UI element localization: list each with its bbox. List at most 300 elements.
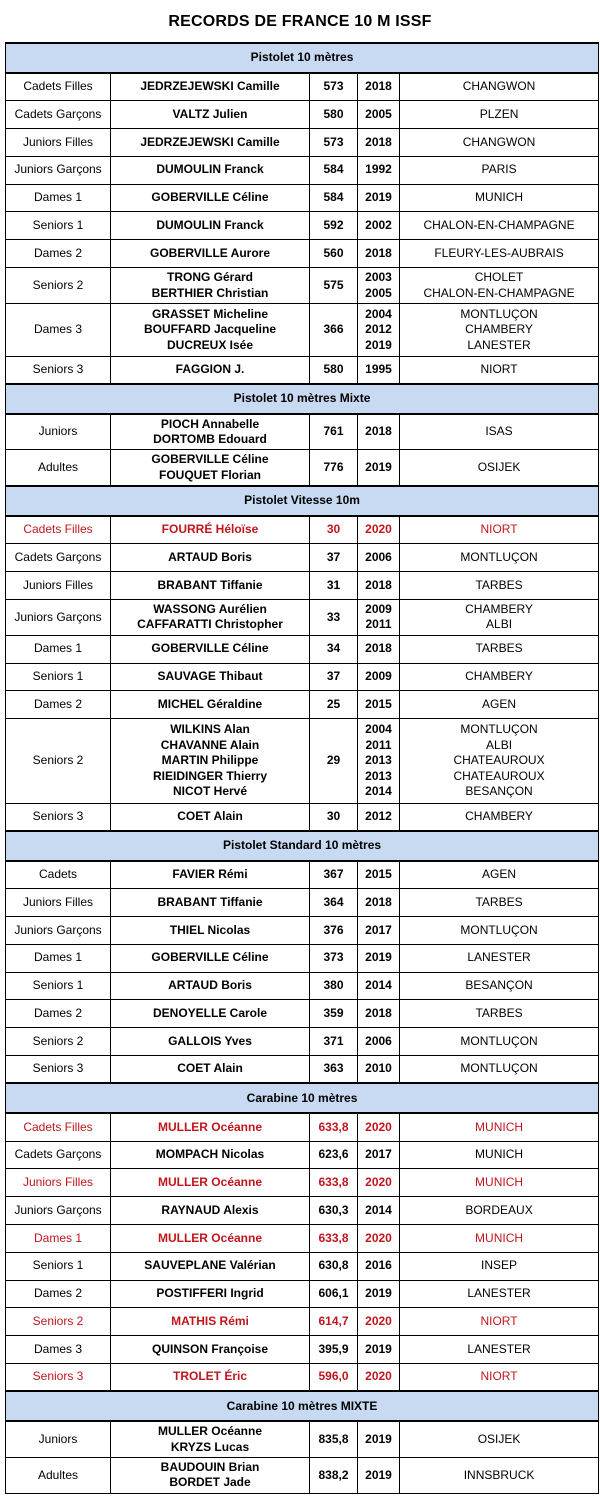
record-year-cell (358, 156, 400, 184)
record-category: Seniors 3 (6, 1056, 111, 1084)
record-place: TARBES (475, 894, 523, 909)
record-score: 573 (310, 73, 358, 101)
record-place: BESANÇON (465, 784, 533, 799)
record-year-cell (358, 304, 400, 357)
record-year: 2019 (365, 1431, 392, 1446)
record-place-cell (400, 1169, 599, 1197)
record-score: 584 (310, 184, 358, 212)
record-holder: JEDRZEJEWSKI Camille (140, 134, 280, 149)
section-title: Pistolet 10 mètres (6, 43, 599, 73)
record-score: 776 (310, 450, 358, 486)
record-category: Dames 1 (6, 944, 111, 972)
record-row (6, 663, 599, 691)
record-place-cell (400, 599, 599, 635)
record-place: NIORT (480, 522, 518, 537)
record-place: MUNICH (475, 1119, 524, 1134)
record-row (6, 240, 599, 268)
record-year-cell (358, 599, 400, 635)
record-category: Dames 1 (6, 184, 111, 212)
record-row (6, 356, 599, 384)
record-holder-cell (111, 1336, 310, 1364)
record-holder: MICHEL Géraldine (157, 697, 263, 712)
record-score: 373 (310, 944, 358, 972)
record-holder-cell (111, 1000, 310, 1028)
record-place: CHALON-EN-CHAMPAGNE (423, 285, 575, 300)
page-title: RECORDS DE FRANCE 10 M ISSF (168, 13, 432, 30)
record-category: Seniors 2 (6, 1028, 111, 1056)
record-score: 596,0 (310, 1364, 358, 1392)
record-score: 575 (310, 268, 358, 304)
record-year: 2018 (365, 577, 392, 592)
record-year-cell (358, 268, 400, 304)
record-row (6, 599, 599, 635)
record-holder-cell (111, 1169, 310, 1197)
record-year: 2020 (365, 1119, 392, 1134)
record-row (6, 1252, 599, 1280)
record-year: 2005 (365, 285, 392, 300)
record-year-cell (358, 1280, 400, 1308)
record-holder-cell (111, 414, 310, 450)
section-title: Carabine 10 mètres (6, 1083, 599, 1113)
record-category: Juniors Garçons (6, 156, 111, 184)
record-year-cell (358, 73, 400, 101)
record-category: Juniors Garçons (6, 917, 111, 945)
record-category: Juniors Filles (6, 571, 111, 599)
record-holder: DUMOULIN Franck (156, 162, 264, 177)
record-year: 2018 (365, 1006, 392, 1021)
record-row (6, 1336, 599, 1364)
record-holder: DUCREUX Isée (166, 337, 254, 352)
record-category: Cadets (6, 861, 111, 889)
record-category: Seniors 1 (6, 1252, 111, 1280)
record-holder: FAGGION J. (175, 362, 245, 377)
record-holder-cell (111, 691, 310, 719)
record-holder: MULLER Océanne (157, 1424, 262, 1439)
record-score: 633,8 (310, 1169, 358, 1197)
record-row (6, 212, 599, 240)
record-year: 2018 (365, 424, 392, 439)
record-year: 2018 (365, 79, 392, 94)
record-year-cell (358, 1336, 400, 1364)
record-place-cell (400, 516, 599, 544)
section-header (6, 486, 599, 516)
record-score: 364 (310, 889, 358, 917)
record-category: Seniors 1 (6, 212, 111, 240)
record-category: Seniors 1 (6, 663, 111, 691)
record-year: 2014 (365, 978, 392, 993)
record-category: Cadets Filles (6, 1113, 111, 1141)
record-row (6, 1421, 599, 1457)
record-place-cell (400, 1252, 599, 1280)
record-place-cell (400, 101, 599, 129)
record-place: OSIJEK (477, 1431, 521, 1446)
record-category: Seniors 3 (6, 1364, 111, 1392)
record-holder-cell (111, 1457, 310, 1493)
record-holder-cell (111, 516, 310, 544)
section-header (6, 1391, 599, 1421)
record-holder: POSTIFFERI Ingrid (156, 1286, 264, 1301)
record-place: MUNICH (475, 1230, 524, 1245)
record-row (6, 516, 599, 544)
record-place: ALBI (486, 617, 513, 632)
record-holder: BRABANT Tiffanie (157, 577, 263, 592)
record-place: TARBES (475, 577, 523, 592)
section-title: Pistolet Vitesse 10m (6, 486, 599, 516)
record-year: 1992 (365, 162, 392, 177)
record-place: TARBES (475, 641, 523, 656)
records-table (5, 42, 599, 1494)
record-place: CHAMBERY (465, 809, 533, 824)
record-place-cell (400, 450, 599, 486)
record-place-cell (400, 1197, 599, 1225)
record-holder-cell (111, 1225, 310, 1253)
record-category: Seniors 1 (6, 972, 111, 1000)
record-category: Dames 2 (6, 691, 111, 719)
record-category: Adultes (6, 450, 111, 486)
record-year: 2019 (365, 459, 392, 474)
record-place: MONTLUÇON (460, 722, 538, 737)
record-row (6, 917, 599, 945)
record-holder: CHAVANNE Alain (160, 737, 260, 752)
record-place-cell (400, 663, 599, 691)
record-score: 580 (310, 356, 358, 384)
record-place: LANESTER (467, 1341, 531, 1356)
record-score: 838,2 (310, 1457, 358, 1493)
record-place-cell (400, 1308, 599, 1336)
record-score: 623,6 (310, 1141, 358, 1169)
record-year-cell (358, 917, 400, 945)
record-score: 30 (310, 516, 358, 544)
record-holder: BERTHIER Christian (151, 285, 269, 300)
record-holder: ARTAUD Boris (168, 549, 252, 564)
record-place-cell (400, 414, 599, 450)
record-place: PARIS (481, 162, 517, 177)
record-category: Juniors Filles (6, 1169, 111, 1197)
record-year: 2016 (365, 1258, 392, 1273)
record-holder-cell (111, 917, 310, 945)
record-holder: DENOYELLE Carole (152, 1006, 268, 1021)
section-header (6, 831, 599, 861)
record-row (6, 268, 599, 304)
record-row (6, 1364, 599, 1392)
record-holder-cell (111, 944, 310, 972)
record-score: 580 (310, 101, 358, 129)
record-year: 1995 (365, 362, 392, 377)
record-category: Cadets Filles (6, 516, 111, 544)
record-score: 37 (310, 544, 358, 572)
record-year-cell (358, 803, 400, 831)
record-place: MONTLUÇON (460, 306, 538, 321)
record-place: AGEN (482, 697, 517, 712)
record-score: 592 (310, 212, 358, 240)
record-holder: MULLER Océanne (157, 1230, 262, 1245)
record-place-cell (400, 129, 599, 157)
record-row (6, 1197, 599, 1225)
record-year-cell (358, 1056, 400, 1084)
record-category: Juniors Filles (6, 889, 111, 917)
record-holder: RAYNAUD Alexis (161, 1202, 259, 1217)
record-category: Juniors (6, 1421, 111, 1457)
record-holder: BRABANT Tiffanie (157, 894, 263, 909)
record-score: 761 (310, 414, 358, 450)
record-row (6, 803, 599, 831)
record-holder-cell (111, 663, 310, 691)
section-title: Pistolet 10 mètres Mixte (6, 384, 599, 414)
record-year: 2018 (365, 641, 392, 656)
record-year-cell (358, 1421, 400, 1457)
record-year-cell (358, 356, 400, 384)
record-holder: GOBERVILLE Céline (151, 190, 269, 205)
record-place: INSEP (481, 1258, 518, 1273)
record-place-cell (400, 240, 599, 268)
record-category: Seniors 3 (6, 356, 111, 384)
record-category: Dames 3 (6, 304, 111, 357)
record-place-cell (400, 972, 599, 1000)
record-year-cell (358, 129, 400, 157)
record-row (6, 1141, 599, 1169)
record-holder-cell (111, 1308, 310, 1336)
record-year: 2019 (365, 1467, 392, 1482)
record-year: 2002 (365, 218, 392, 233)
record-place-cell (400, 719, 599, 803)
record-score: 25 (310, 691, 358, 719)
record-score: 367 (310, 861, 358, 889)
record-place-cell (400, 184, 599, 212)
record-holder: BAUDOUIN Brian (160, 1459, 260, 1474)
record-row (6, 691, 599, 719)
record-holder-cell (111, 1141, 310, 1169)
record-category: Cadets Garçons (6, 544, 111, 572)
section-title: Carabine 10 mètres MIXTE (6, 1391, 599, 1421)
record-holder-cell (111, 599, 310, 635)
record-row (6, 1457, 599, 1493)
record-score: 29 (310, 719, 358, 803)
record-row (6, 889, 599, 917)
record-category: Dames 2 (6, 240, 111, 268)
record-place: PLZEN (479, 106, 519, 121)
record-category: Seniors 2 (6, 1308, 111, 1336)
record-year: 2010 (365, 1061, 392, 1076)
record-year: 2009 (365, 601, 392, 616)
record-category: Dames 1 (6, 635, 111, 663)
record-place-cell (400, 889, 599, 917)
record-place: NIORT (480, 1314, 518, 1329)
record-place: CHANGWON (462, 134, 536, 149)
record-holder-cell (111, 356, 310, 384)
record-holder-cell (111, 571, 310, 599)
record-place: CHAMBERY (465, 322, 533, 337)
record-holder-cell (111, 268, 310, 304)
record-place: NIORT (480, 362, 518, 377)
record-year-cell (358, 571, 400, 599)
record-row (6, 719, 599, 803)
record-place: ISAS (485, 424, 513, 439)
record-row (6, 1113, 599, 1141)
record-place: MONTLUÇON (460, 1061, 538, 1076)
record-year: 2019 (365, 337, 392, 352)
record-year: 2019 (365, 190, 392, 205)
record-place: LANESTER (467, 1286, 531, 1301)
record-holder: ARTAUD Boris (168, 978, 252, 993)
section-header (6, 384, 599, 414)
record-place-cell (400, 544, 599, 572)
record-holder-cell (111, 304, 310, 357)
record-place-cell (400, 304, 599, 357)
record-place-cell (400, 212, 599, 240)
record-score: 37 (310, 663, 358, 691)
record-holder-cell (111, 719, 310, 803)
record-place: INNSBRUCK (463, 1467, 535, 1482)
record-category: Cadets Filles (6, 73, 111, 101)
record-holder-cell (111, 1364, 310, 1392)
record-year-cell (358, 1308, 400, 1336)
record-holder: GOBERVILLE Céline (151, 452, 269, 467)
record-holder-cell (111, 1421, 310, 1457)
record-place-cell (400, 944, 599, 972)
record-row (6, 1169, 599, 1197)
record-year: 2003 (365, 270, 392, 285)
record-place: OSIJEK (477, 459, 521, 474)
record-year-cell (358, 414, 400, 450)
record-row (6, 972, 599, 1000)
record-score: 633,8 (310, 1225, 358, 1253)
record-score: 366 (310, 304, 358, 357)
record-year: 2020 (365, 1314, 392, 1329)
record-row (6, 635, 599, 663)
record-year: 2013 (365, 768, 392, 783)
record-holder: GOBERVILLE Céline (151, 950, 269, 965)
record-holder: FOUQUET Florian (159, 467, 261, 482)
record-place: BORDEAUX (465, 1202, 533, 1217)
record-place-cell (400, 1336, 599, 1364)
record-year: 2020 (365, 1175, 392, 1190)
record-place: CHAMBERY (465, 601, 533, 616)
record-year: 2020 (365, 1369, 392, 1384)
record-place: MONTLUÇON (460, 1033, 538, 1048)
record-category: Juniors Filles (6, 129, 111, 157)
record-year-cell (358, 1364, 400, 1392)
record-place-cell (400, 803, 599, 831)
record-category: Juniors Garçons (6, 1197, 111, 1225)
record-holder-cell (111, 889, 310, 917)
record-place: FLEURY-LES-AUBRAIS (434, 245, 564, 260)
record-year-cell (358, 1225, 400, 1253)
record-holder: MOMPACH Nicolas (155, 1147, 265, 1162)
record-year: 2018 (365, 894, 392, 909)
record-year-cell (358, 635, 400, 663)
record-year: 2019 (365, 950, 392, 965)
record-place: CHAMBERY (465, 669, 533, 684)
record-year: 2015 (365, 867, 392, 882)
record-row (6, 156, 599, 184)
record-row (6, 1280, 599, 1308)
record-holder: BOUFFARD Jacqueline (143, 322, 277, 337)
record-holder: WILKINS Alan (170, 722, 250, 737)
record-category: Seniors 2 (6, 268, 111, 304)
record-category: Dames 1 (6, 1225, 111, 1253)
record-holder: THIEL Nicolas (169, 922, 251, 937)
record-score: 33 (310, 599, 358, 635)
record-holder: TRONG Gérard (166, 270, 253, 285)
record-score: 376 (310, 917, 358, 945)
record-holder-cell (111, 1280, 310, 1308)
record-year-cell (358, 691, 400, 719)
record-row (6, 129, 599, 157)
record-year-cell (358, 719, 400, 803)
record-holder: CAFFARATTI Christopher (137, 617, 283, 632)
record-holder: TROLET Éric (172, 1369, 247, 1384)
record-year-cell (358, 516, 400, 544)
record-holder: BORDET Jade (169, 1475, 251, 1490)
record-year-cell (358, 1028, 400, 1056)
record-holder: RIEIDINGER Thierry (152, 768, 268, 783)
record-year-cell (358, 212, 400, 240)
record-holder-cell (111, 861, 310, 889)
record-year: 2009 (365, 669, 392, 684)
record-place: MUNICH (475, 1175, 524, 1190)
record-holder-cell (111, 635, 310, 663)
record-place-cell (400, 156, 599, 184)
records-body (6, 43, 599, 1494)
record-row (6, 73, 599, 101)
record-holder: GOBERVILLE Aurore (149, 245, 271, 260)
record-place: ALBI (486, 737, 513, 752)
record-place: LANESTER (467, 950, 531, 965)
record-score: 630,3 (310, 1197, 358, 1225)
record-holder-cell (111, 1252, 310, 1280)
record-row (6, 1308, 599, 1336)
record-place-cell (400, 861, 599, 889)
record-holder-cell (111, 1197, 310, 1225)
section-title: Pistolet Standard 10 mètres (6, 831, 599, 861)
record-score: 614,7 (310, 1308, 358, 1336)
record-holder-cell (111, 1028, 310, 1056)
record-year: 2011 (365, 617, 392, 632)
record-score: 395,9 (310, 1336, 358, 1364)
record-year-cell (358, 861, 400, 889)
record-year: 2017 (365, 1147, 392, 1162)
record-place: MONTLUÇON (460, 922, 538, 937)
record-year-cell (358, 1141, 400, 1169)
record-score: 584 (310, 156, 358, 184)
record-score: 633,8 (310, 1113, 358, 1141)
section-header (6, 43, 599, 73)
record-holder: VALTZ Julien (172, 106, 248, 121)
record-place-cell (400, 1421, 599, 1457)
record-holder-cell (111, 184, 310, 212)
record-place-cell (400, 1280, 599, 1308)
record-year: 2020 (365, 522, 392, 537)
record-holder-cell (111, 803, 310, 831)
record-place: CHATEAUROUX (453, 753, 545, 768)
record-place: MONTLUÇON (460, 549, 538, 564)
record-year: 2017 (365, 922, 392, 937)
record-holder: KRYZS Lucas (170, 1439, 250, 1454)
record-place-cell (400, 356, 599, 384)
record-year: 2018 (365, 134, 392, 149)
record-holder-cell (111, 212, 310, 240)
record-year-cell (358, 450, 400, 486)
record-year-cell (358, 544, 400, 572)
record-year: 2020 (365, 1230, 392, 1245)
record-holder: FOURRÉ Héloïse (161, 522, 259, 537)
record-year: 2019 (365, 1341, 392, 1356)
record-score: 630,8 (310, 1252, 358, 1280)
record-year: 2014 (365, 784, 392, 799)
record-score: 835,8 (310, 1421, 358, 1457)
record-category: Dames 2 (6, 1000, 111, 1028)
record-year-cell (358, 1113, 400, 1141)
